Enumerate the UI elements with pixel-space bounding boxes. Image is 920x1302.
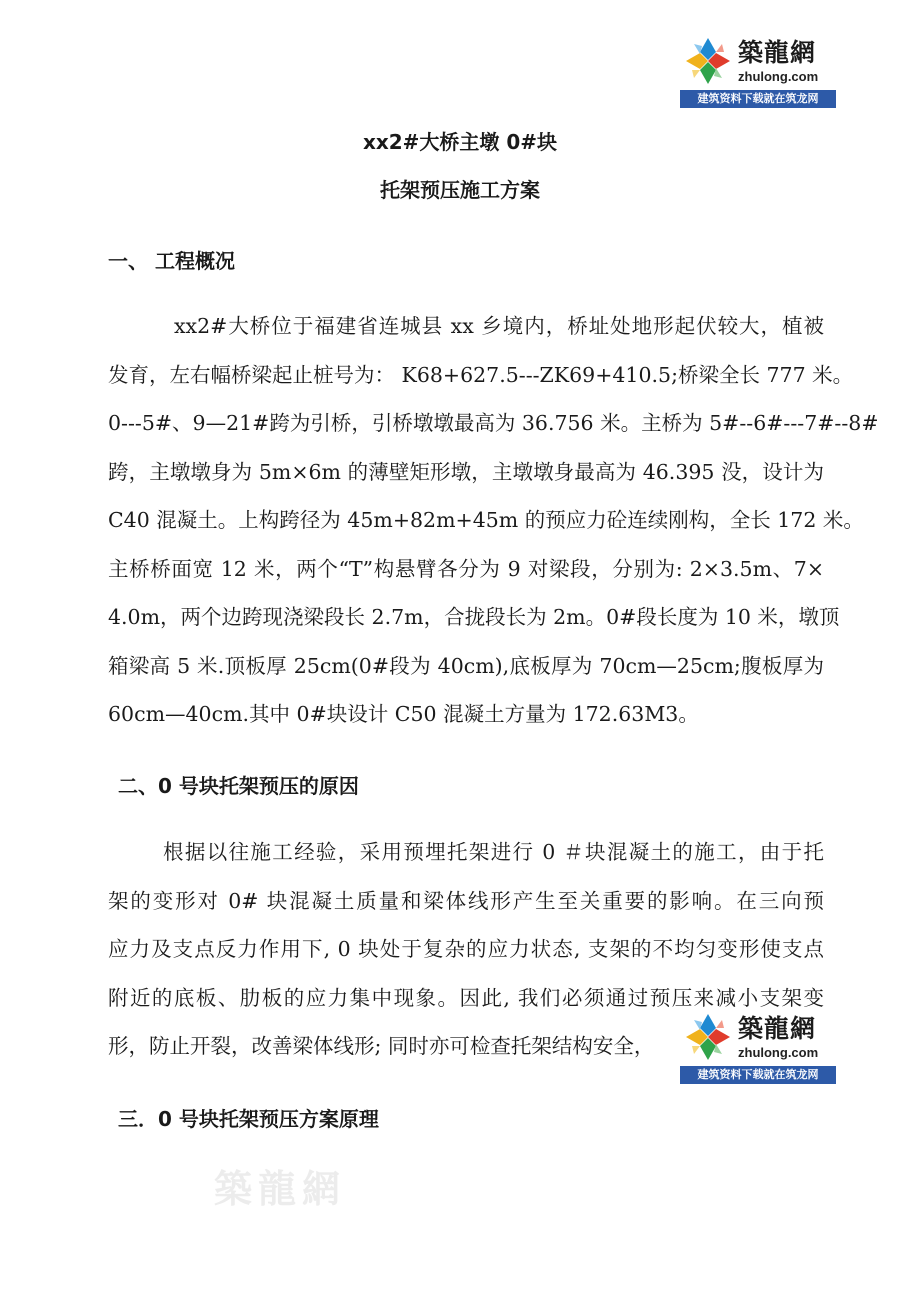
- zhulong-pinwheel-icon: [680, 1010, 736, 1064]
- body-line: 跨，主墩墩身为 5m×6m 的薄壁矩形墩，主墩墩身最高为 46.395 没，设计为: [108, 459, 824, 484]
- document-title-line1: xx2#大桥主墩 0#块: [362, 130, 558, 154]
- body-line: 附近的底板、肋板的应力集中现象。因此, 我们必须通过预压来减小支架变: [108, 985, 824, 1010]
- body-line: C40 混凝土。上构跨径为 45m+82m+45m 的预应力砼连续刚构，全长 172 米。: [108, 508, 864, 532]
- logo-banner: 建筑资料下载就在筑龙网: [680, 90, 836, 108]
- body-line: 主桥桥面宽 12 米，两个“T”构悬臂各分为 9 对梁段，分别为: 2×3.5m、7×: [108, 556, 824, 581]
- body-line: 0---5#、9—21#跨为引桥，引桥墩墩最高为 36.756 米。主桥为 5#--6#---7#--8#: [108, 411, 879, 435]
- faint-watermark: 築龍網: [214, 1167, 347, 1211]
- logo-banner: 建筑资料下载就在筑龙网: [680, 1066, 836, 1084]
- body-line: 应力及支点反力作用下, 0 块处于复杂的应力状态, 支架的不均匀变形使支点: [108, 937, 824, 961]
- body-line: 4.0m，两个边跨现浇梁段长 2.7m，合拢段长为 2m。0#段长度为 10 米，墩顶: [108, 605, 840, 629]
- document-title-line2: 托架预压施工方案: [380, 178, 540, 202]
- body-line: 架的变形对 0# 块混凝土质量和梁体线形产生至关重要的影响。在三向预: [108, 888, 824, 913]
- body-line: 60cm—40cm.其中 0#块设计 C50 混凝土方量为 172.63M3。: [108, 702, 699, 726]
- section2-heading: 二、0 号块托架预压的原因: [118, 774, 359, 798]
- zhulong-pinwheel-icon: [680, 34, 736, 88]
- logo-brand-en: zhulong.com: [738, 1044, 819, 1060]
- section1-body: [108, 302, 879, 739]
- logo-brand-cn: 築龍網: [738, 37, 817, 67]
- body-line: 形，防止开裂，改善梁体线形; 同时亦可检查托架结构安全，: [108, 1034, 655, 1058]
- zhulong-logo-middle: [680, 1010, 836, 1084]
- body-line: 箱梁高 5 米.顶板厚 25cm(0#段为 40cm),底板厚为 70cm—25cm;腹板厚为: [108, 653, 824, 678]
- section1-heading: 一、 工程概况: [108, 249, 235, 273]
- zhulong-logo-top: [680, 34, 836, 108]
- body-line: xx2#大桥位于福建省连城县 xx 乡境内，桥址处地形起伏较大，植被: [174, 314, 824, 338]
- body-line: 根据以往施工经验，采用预埋托架进行 0 ＃块混凝土的施工，由于托: [163, 840, 824, 864]
- section3-heading: 三．0 号块托架预压方案原理: [118, 1107, 379, 1131]
- logo-brand-en: zhulong.com: [738, 68, 819, 84]
- body-line: 发育，左右幅桥梁起止桩号为： K68+627.5---ZK69+410.5;桥梁全长 777 米。: [108, 362, 854, 387]
- logo-brand-cn: 築龍網: [738, 1013, 817, 1043]
